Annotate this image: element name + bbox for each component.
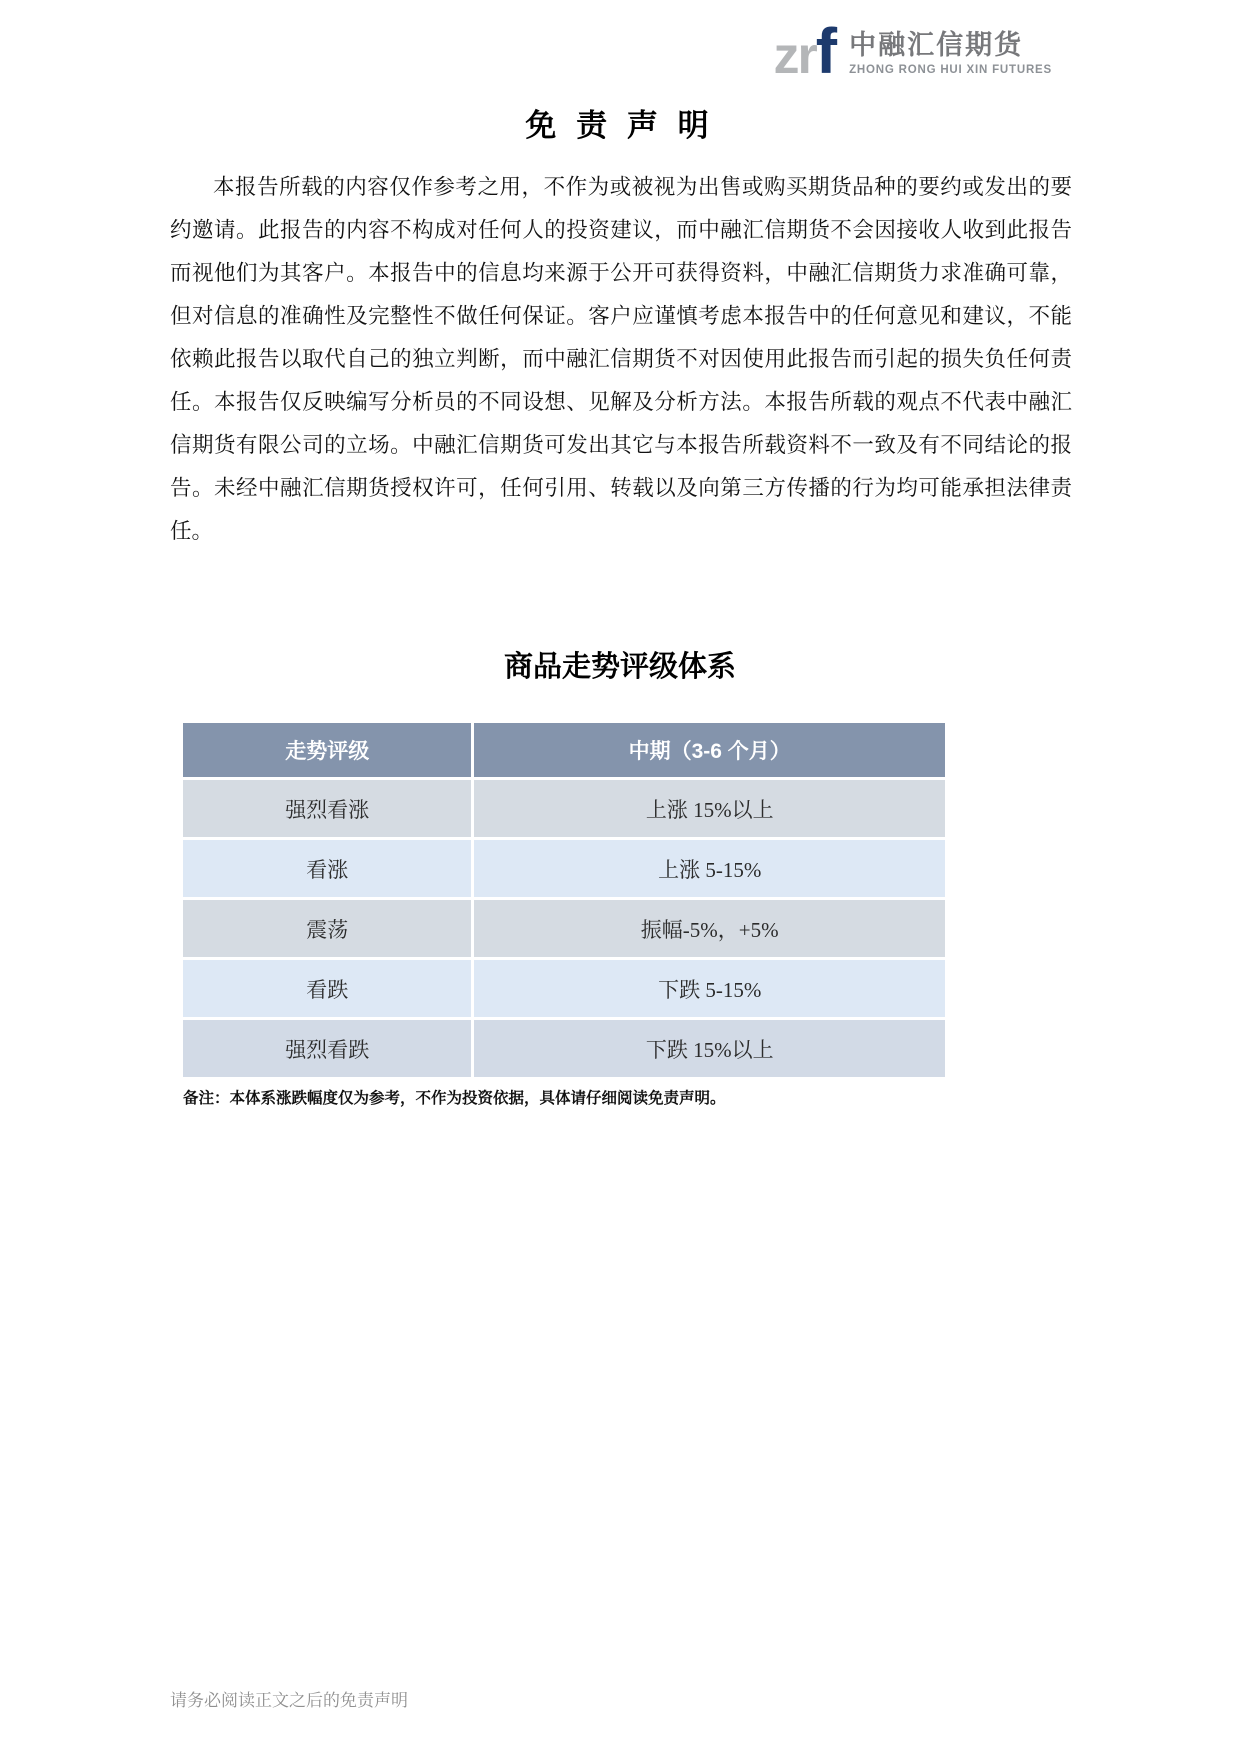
table-row bbox=[183, 780, 945, 837]
section-title: 商品走势评级体系 bbox=[503, 651, 736, 683]
table-header-row bbox=[183, 723, 945, 777]
logo-wordmark bbox=[773, 15, 836, 87]
logo-letter-f: f bbox=[815, 15, 836, 87]
rating-cell: 强烈看跌 bbox=[183, 1020, 471, 1077]
table-row bbox=[183, 1020, 945, 1077]
range-cell: 下跌 5-15% bbox=[474, 960, 945, 1017]
header-cell-midterm: 中期（3-6 个月） bbox=[474, 723, 945, 777]
logo-letters-zr: zr bbox=[773, 27, 816, 85]
disclaimer-paragraph: 本报告所载的内容仅作参考之用，不作为或被视为出售或购买期货品种的要约或发出的要约邀请。此报告的内容不构成对任何人的投资建议，而中融汇信期货不会因接收人收到此报告而视他们为其客户。本报告中的信息均来源于公开可获得资料，中融汇信期货力求准确可靠，但对信息的准确性及完整性不做任何保证。客户应谨慎考虑本报告中的任何意见和建议，不能依赖此报告以取代自己的独立判断，而中融汇信期货不对因使用此报告而引起的损失负任何责任。本报告仅反映编写分析员的不同设想、见解及分析方法。本报告所载的观点不代表中融汇信期货有限公司的立场。中融汇信期货可发出其它与本报告所载资料不一致及有不同结论的报告。未经中融汇信期货授权许可，任何引用、转载以及向第三方传播的行为均可能承担法律责任。 bbox=[170, 175, 1072, 543]
company-logo bbox=[773, 15, 1052, 87]
page-title: 免 责 声 明 bbox=[525, 108, 715, 143]
table-row bbox=[183, 840, 945, 897]
rating-cell: 强烈看涨 bbox=[183, 780, 471, 837]
footer-disclaimer-note: 请务必阅读正文之后的免责声明 bbox=[170, 1691, 408, 1710]
rating-cell: 震荡 bbox=[183, 900, 471, 957]
table-row bbox=[183, 900, 945, 957]
rating-cell: 看跌 bbox=[183, 960, 471, 1017]
rating-table bbox=[180, 720, 948, 1080]
table-row bbox=[183, 960, 945, 1017]
rating-cell: 看涨 bbox=[183, 840, 471, 897]
logo-company-name-en: ZHONG RONG HUI XIN FUTURES bbox=[849, 63, 1052, 76]
range-cell: 振幅-5%，+5% bbox=[474, 900, 945, 957]
header-cell-rating: 走势评级 bbox=[183, 723, 471, 777]
range-cell: 上涨 5-15% bbox=[474, 840, 945, 897]
logo-names bbox=[849, 31, 1052, 78]
logo-company-name: 中融汇信期货 bbox=[849, 29, 1024, 60]
range-cell: 上涨 15%以上 bbox=[474, 780, 945, 837]
table-note: 备注：本体系涨跌幅度仅为参考，不作为投资依据，具体请仔细阅读免责声明。 bbox=[183, 1090, 726, 1107]
range-cell: 下跌 15%以上 bbox=[474, 1020, 945, 1077]
